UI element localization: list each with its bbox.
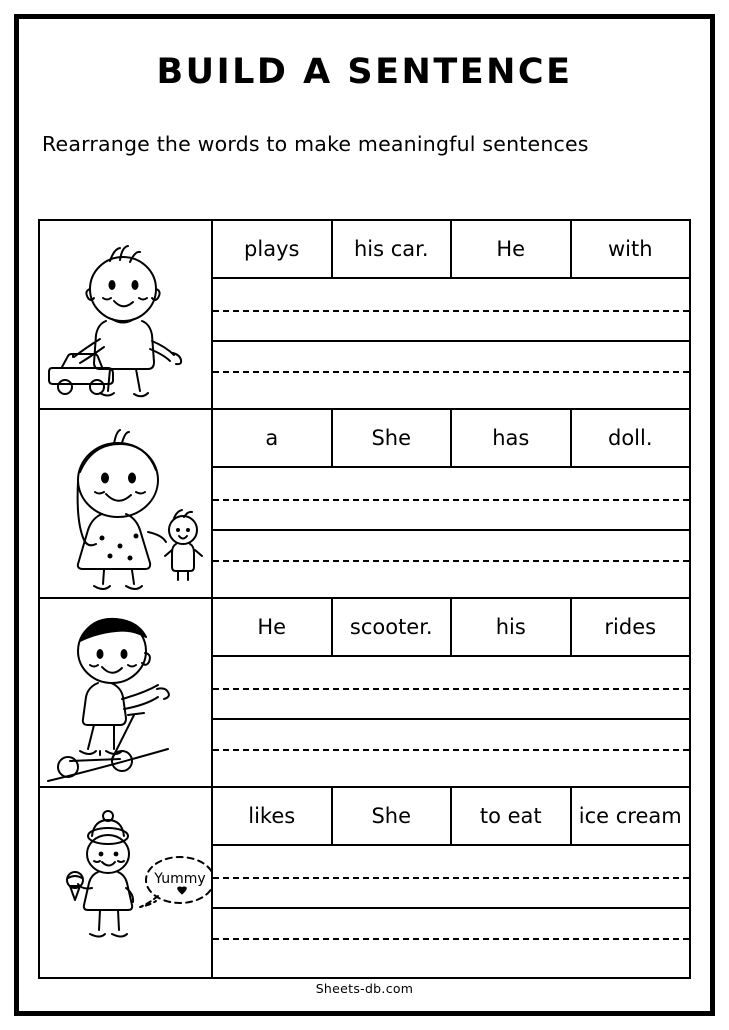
boy-riding-scooter-icon — [40, 599, 213, 784]
girl-holding-doll-icon — [40, 410, 213, 595]
word-chip[interactable]: a — [213, 410, 333, 466]
word-chip[interactable]: doll. — [607, 426, 653, 450]
dashed-guide-line — [213, 877, 689, 879]
word-chip[interactable]: has — [452, 410, 572, 466]
table-row — [40, 599, 689, 788]
table-row — [40, 410, 689, 599]
table-row — [40, 788, 689, 977]
answer-cell-3 — [213, 599, 689, 786]
dashed-guide-line — [213, 749, 689, 751]
answer-cell-4 — [213, 788, 689, 977]
instruction-text: Rearrange the words to make meaningful sentences — [42, 132, 589, 156]
illustration-cell-1 — [40, 221, 213, 408]
word-chip[interactable]: his car. — [333, 221, 453, 277]
dashed-guide-line — [213, 499, 689, 501]
word-chip[interactable]: She — [333, 410, 453, 466]
dashed-guide-line — [213, 371, 689, 373]
dashed-guide-line — [213, 938, 689, 940]
word-chip[interactable]: rides — [604, 615, 657, 639]
illustration-cell-2 — [40, 410, 213, 597]
word-chip[interactable]: ice cream — [578, 804, 682, 828]
speech-bubble-text: Yummy — [154, 871, 206, 887]
sentence-table — [38, 219, 691, 979]
solid-writing-line — [213, 718, 689, 720]
word-bank-1 — [213, 221, 689, 279]
word-bank-2 — [213, 410, 689, 468]
solid-writing-line — [213, 340, 689, 342]
writing-lines-4[interactable] — [213, 846, 689, 973]
word-chip[interactable]: his — [452, 599, 572, 655]
answer-cell-1 — [213, 221, 689, 408]
page-title: BUILD A SENTENCE — [156, 52, 573, 92]
footer-credit: Sheets-db.com — [315, 981, 414, 996]
solid-writing-line — [213, 907, 689, 909]
solid-writing-line — [213, 529, 689, 531]
word-chip[interactable]: scooter. — [333, 599, 453, 655]
word-chip[interactable]: He — [213, 599, 333, 655]
boy-pushing-toy-car-icon — [40, 221, 213, 406]
writing-lines-1[interactable] — [213, 279, 689, 406]
word-chip[interactable]: likes — [213, 788, 333, 844]
illustration-cell-3 — [40, 599, 213, 786]
table-row — [40, 221, 689, 410]
writing-lines-3[interactable] — [213, 657, 689, 784]
illustration-cell-4 — [40, 788, 213, 977]
word-bank-4 — [213, 788, 689, 846]
word-chip[interactable]: She — [333, 788, 453, 844]
word-chip[interactable]: to eat — [452, 788, 572, 844]
girl-with-ice-cream-icon — [40, 788, 213, 973]
dashed-guide-line — [213, 560, 689, 562]
dashed-guide-line — [213, 310, 689, 312]
word-chip[interactable]: with — [607, 237, 653, 261]
word-chip[interactable]: He — [452, 221, 572, 277]
answer-cell-2 — [213, 410, 689, 597]
page-content — [26, 26, 703, 1004]
dashed-guide-line — [213, 688, 689, 690]
word-chip[interactable]: plays — [213, 221, 333, 277]
writing-lines-2[interactable] — [213, 468, 689, 595]
word-bank-3 — [213, 599, 689, 657]
